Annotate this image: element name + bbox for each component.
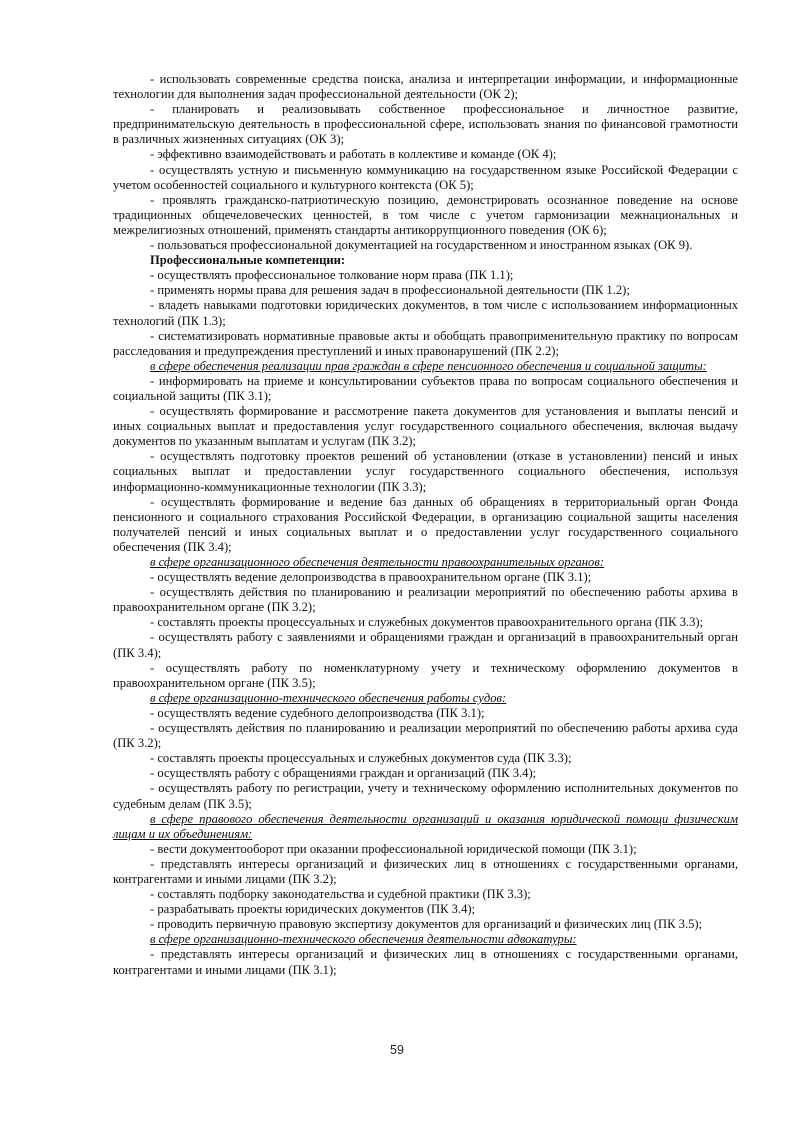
paragraph: - осуществлять работу по регистрации, учету и техническому оформлению исполнительных документов по судебным делам (ПК 3.5); bbox=[113, 781, 738, 811]
document-body bbox=[113, 72, 738, 978]
paragraph: - осуществлять профессиональное толкование норм права (ПК 1.1); bbox=[150, 268, 514, 283]
subsection-heading: в сфере организационно-технического обеспечения деятельности адвокатуры: bbox=[150, 932, 577, 947]
paragraph: - составлять проекты процессуальных и служебных документов суда (ПК 3.3); bbox=[150, 751, 572, 766]
subsection-heading: в сфере организационно-технического обеспечения работы судов: bbox=[150, 690, 507, 705]
paragraph: - проявлять гражданско-патриотическую позицию, демонстрировать осознанное поведение на основе традиционных общечеловеческих ценностей, в том числе с учетом гармонизации межнациональных и межрелигиозных отношений, применять стандарты антикоррупционного поведения (ОК 6); bbox=[113, 192, 738, 237]
paragraph: - информировать на приеме и консультировании субъектов права по вопросам социального обеспечения и социальной защиты (ПК 3.1); bbox=[113, 373, 738, 403]
paragraph: - осуществлять ведение делопроизводства в правоохранительном органе (ПК 3.1); bbox=[150, 570, 592, 585]
paragraph: - представлять интересы организаций и физических лиц в отношениях с государственными органами, контрагентами и иными лицами (ПК 3.2); bbox=[113, 856, 738, 886]
paragraph: - эффективно взаимодействовать и работать в коллективе и команде (ОК 4); bbox=[150, 147, 557, 162]
paragraph: - применять нормы права для решения задач в профессиональной деятельности (ПК 1.2); bbox=[150, 283, 630, 298]
paragraph: - разрабатывать проекты юридических документов (ПК 3.4); bbox=[150, 902, 476, 917]
subsection-heading: в сфере обеспечения реализации прав граждан в сфере пенсионного обеспечения и социальной защиты: bbox=[150, 358, 707, 373]
paragraph: - представлять интересы организаций и физических лиц в отношениях с государственными органами, контрагентами и иными лицами (ПК 3.1); bbox=[113, 947, 738, 977]
paragraph: - осуществлять действия по планированию и реализации мероприятий по обеспечению работы архива в правоохранительном органе (ПК 3.2); bbox=[113, 585, 738, 615]
paragraph: - составлять проекты процессуальных и служебных документов правоохранительного органа (ПК 3.3); bbox=[150, 615, 704, 630]
page-number: 59 bbox=[390, 1043, 404, 1057]
paragraph: - осуществлять формирование и ведение баз данных об обращениях в территориальный орган Фонда пенсионного и социального страхования Российской Федерации, в организацию социальной защиты населения получателей пенсий и иных социальных выплат и о предоставлении услуг государственного социального обеспечения (ПК 3.4); bbox=[113, 494, 738, 554]
paragraph: - осуществлять подготовку проектов решений об установлении (отказе в установлении) пенсий и иных социальных выплат и предоставлении услуг государственного социального обеспечения, используя информационно-коммуникационные технологии (ПК 3.3); bbox=[113, 449, 738, 494]
paragraph: - пользоваться профессиональной документацией на государственном и иностранном языках (ОК 9). bbox=[150, 238, 693, 253]
paragraph: - проводить первичную правовую экспертизу документов для организаций и физических лиц (ПК 3.5); bbox=[150, 917, 703, 932]
paragraph: - составлять подборку законодательства и судебной практики (ПК 3.3); bbox=[150, 887, 531, 902]
paragraph: - использовать современные средства поиска, анализа и интерпретации информации, и информационные технологии для выполнения задач профессиональной деятельности (ОК 2); bbox=[113, 72, 738, 102]
section-heading: Профессиональные компетенции: bbox=[150, 253, 346, 268]
paragraph: - осуществлять действия по планированию и реализации мероприятий по обеспечению работы архива суда (ПК 3.2); bbox=[113, 721, 738, 751]
paragraph: - планировать и реализовывать собственное профессиональное и личностное развитие, предпринимательскую деятельность в профессиональной сфере, использовать знания по финансовой грамотности в различных жизненных ситуациях (ОК 3); bbox=[113, 102, 738, 147]
paragraph: - владеть навыками подготовки юридических документов, в том числе с использованием информационных технологий (ПК 1.3); bbox=[113, 298, 738, 328]
paragraph: - осуществлять работу по номенклатурному учету и техническому оформлению документов в правоохранительном органе (ПК 3.5); bbox=[113, 660, 738, 690]
paragraph: - вести документооборот при оказании профессиональной юридической помощи (ПК 3.1); bbox=[150, 841, 637, 856]
paragraph: - осуществлять формирование и рассмотрение пакета документов для установления и выплаты пенсий и иных социальных выплат и предоставления услуг государственного социального обеспечения, включая выдачу документов по указанным выплатам и услугам (ПК 3.2); bbox=[113, 404, 738, 449]
paragraph: - осуществлять устную и письменную коммуникацию на государственном языке Российской Федерации с учетом особенностей социального и культурного контекста (ОК 5); bbox=[113, 162, 738, 192]
subsection-heading: в сфере правового обеспечения деятельности организаций и оказания юридической помощи физическим лицам и их объединениям: bbox=[113, 811, 738, 841]
paragraph: - осуществлять работу с заявлениями и обращениями граждан и организаций в правоохранительный орган (ПК 3.4); bbox=[113, 630, 738, 660]
paragraph: - систематизировать нормативные правовые акты и обобщать правоприменительную практику по вопросам расследования и предупреждения преступлений и иных правонарушений (ПК 2.2); bbox=[113, 328, 738, 358]
paragraph: - осуществлять ведение судебного делопроизводства (ПК 3.1); bbox=[150, 705, 485, 720]
subsection-heading: в сфере организационного обеспечения деятельности правоохранительных органов: bbox=[150, 555, 605, 569]
paragraph: - осуществлять работу с обращениями граждан и организаций (ПК 3.4); bbox=[150, 766, 537, 781]
